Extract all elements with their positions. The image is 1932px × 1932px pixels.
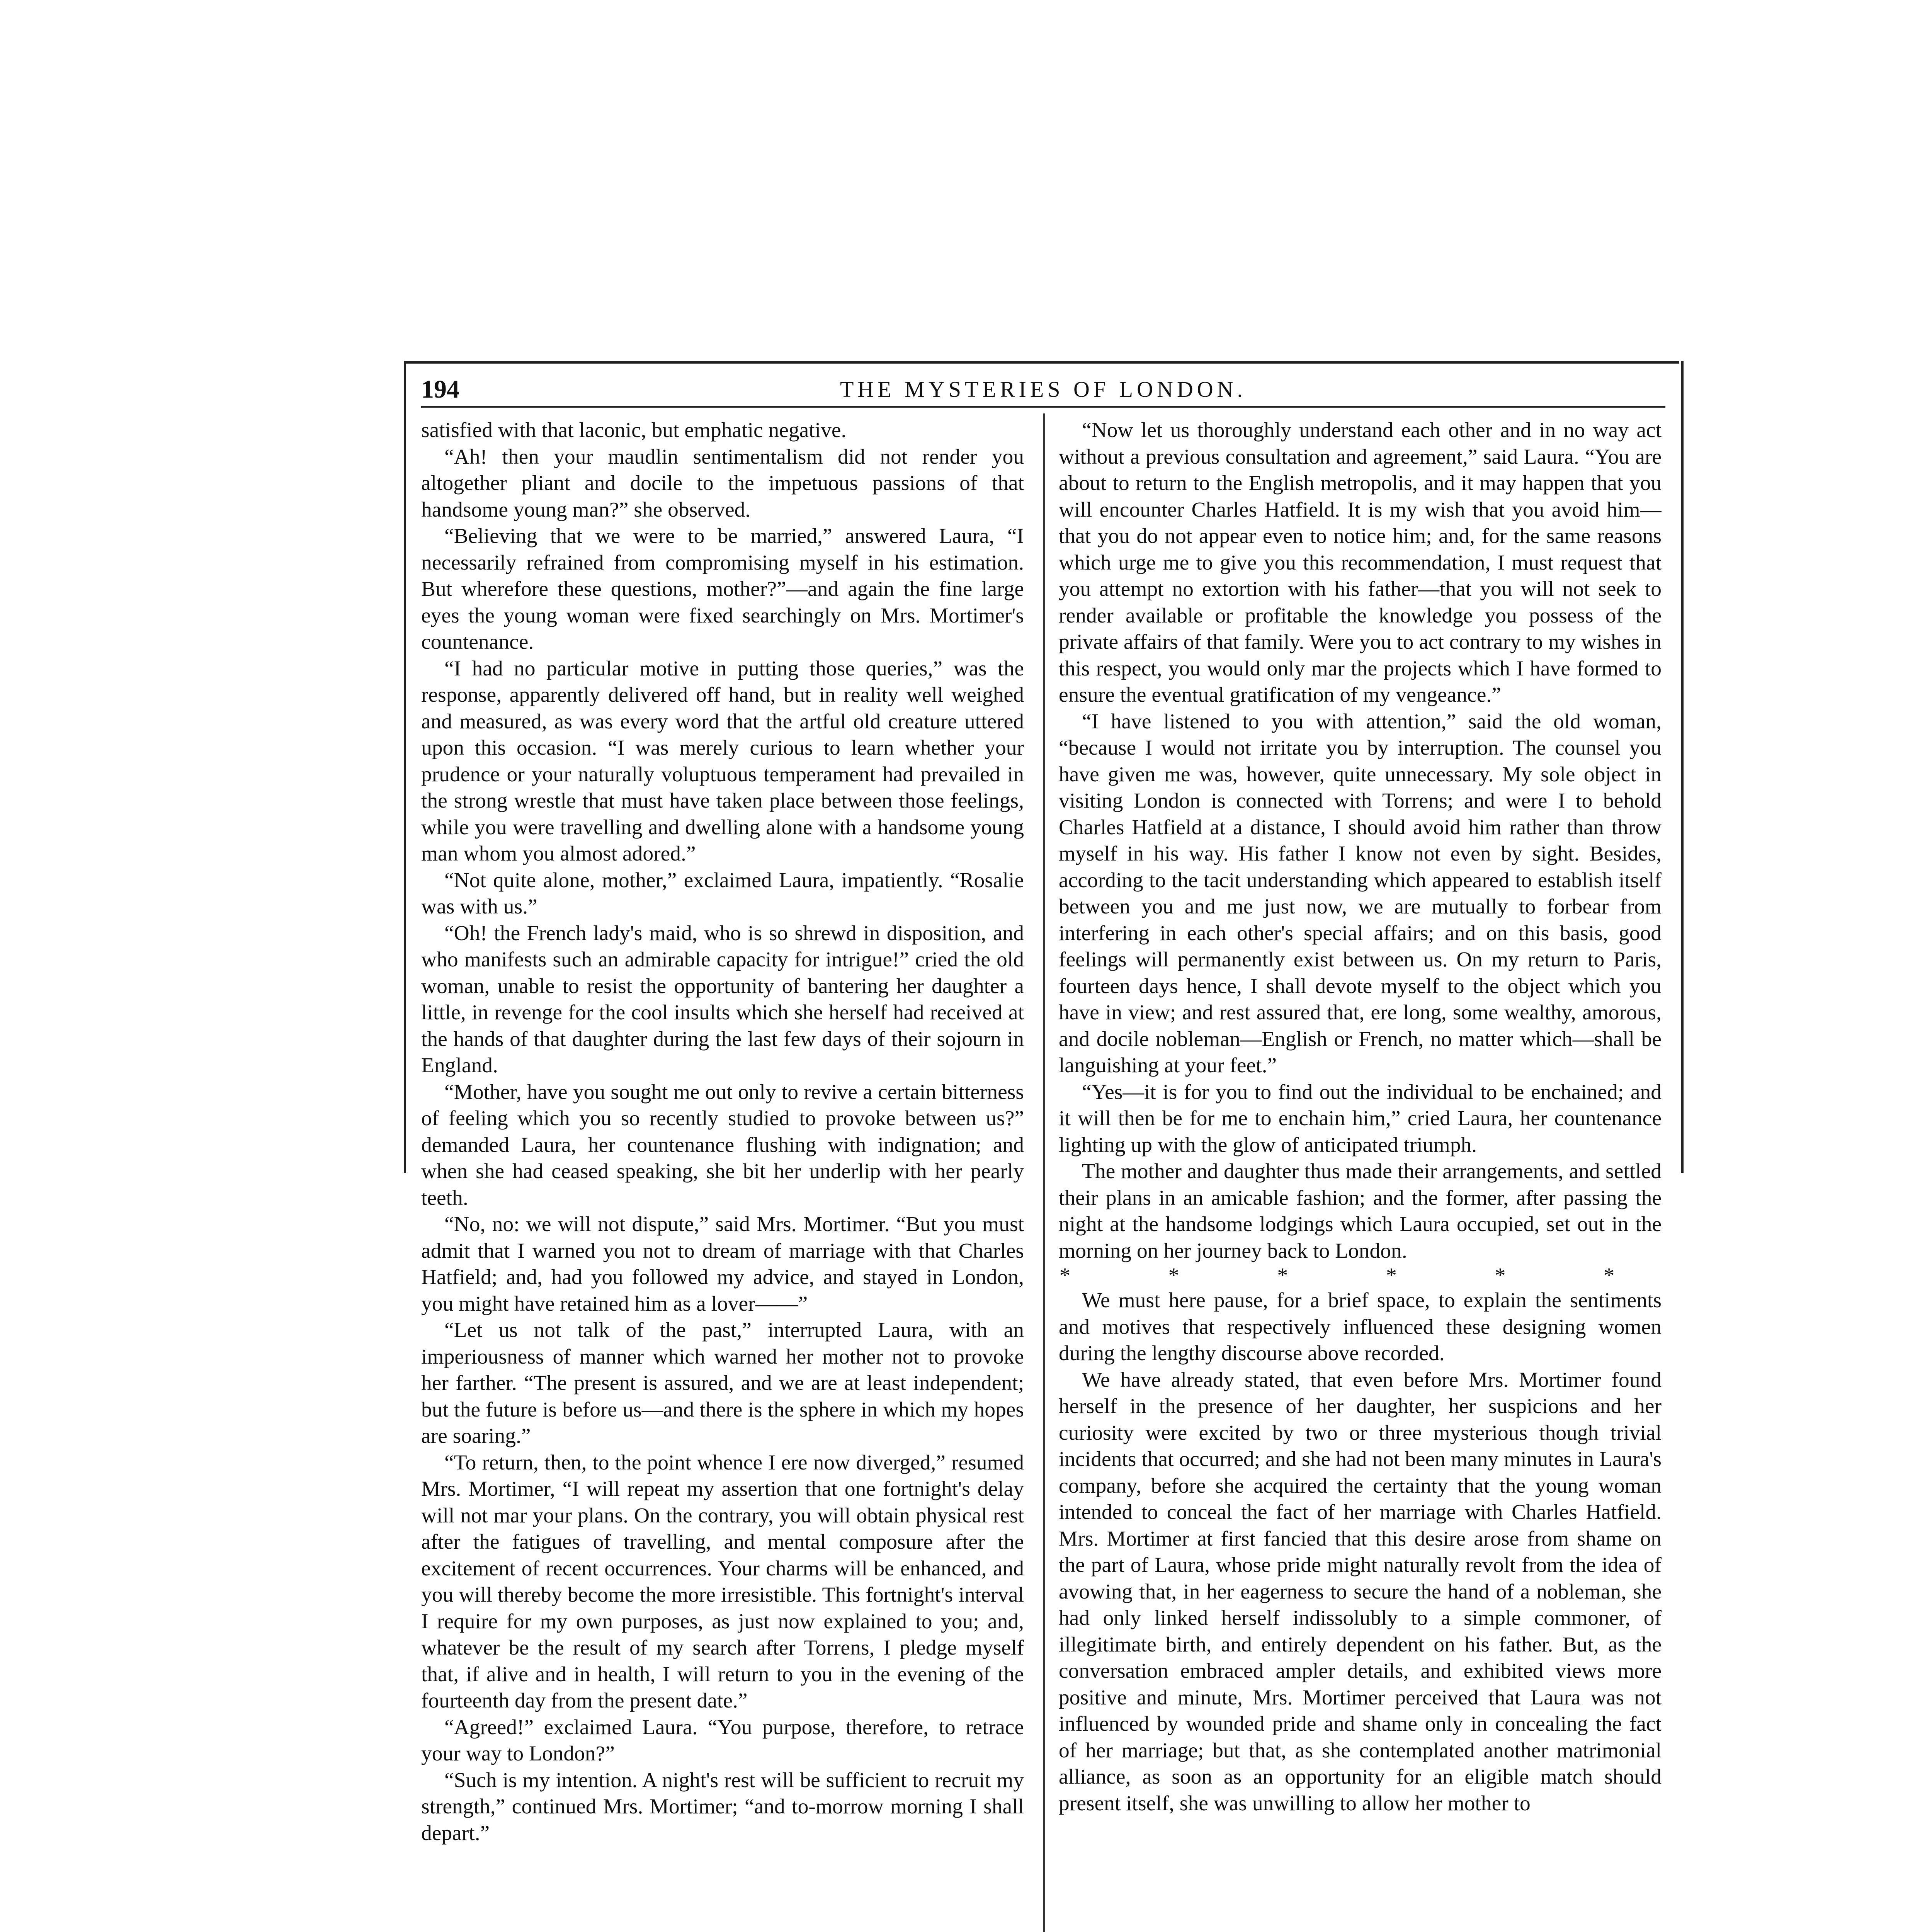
paragraph: The mother and daughter thus made their arrangements, and settled their plans in an amicable fashion; and the former, after passing the night at the handsome lodgings which Laura occupied, set out in the morning on her journey back to London. [1059,1160,1662,1263]
paragraph: “Mother, have you sought me out only to revive a certain bitterness of feeling which you so recently studied to provoke between us?” demanded Laura, her countenance flushing with indignation; and when she had ceased speaking, she bit her underlip with her pearly teeth. [421,1080,1024,1210]
paragraph: “Believing that we were to be married,” answered Laura, “I necessarily refrained from compromising myself in his estimation. But wherefore these questions, mother?”—and again the fine large eyes the young woman were fixed searchingly on Mrs. Mortimer's countenance. [421,524,1024,654]
paragraph: “I have listened to you with attention,” said the old woman, “because I would not irritate you by interruption. The counsel you have given me was, however, quite unnecessary. My sole object in visiting London is connected with Torrens; and were I to behold Charles Hatfield at a distance, I should avoid him rather than throw myself in his way. His father I know not even by sight. Besides, according to the tacit understanding which appeared to establish itself between you and me just now, we are mutually to forbear from interfering in each other's special affairs; and on this basis, good feelings will permanently exist between us. On my return to Paris, fourteen days hence, I shall devote myself to the object which you have in view; and rest assured that, ere long, some wealthy, amorous, and docile nobleman—English or French, no matter which—shall be languishing at your feet.” [1059,709,1662,1077]
page-number: 194 [421,375,459,403]
paragraph: “Agreed!” exclaimed Laura. “You purpose, therefore, to retrace your way to London?” [421,1715,1024,1765]
running-title: THE MYSTERIES OF LONDON. [840,377,1247,402]
paragraph: “Now let us thoroughly understand each other and in no way act without a previous consultation and agreement,” said Laura. “You are about to return to the English metropolis, and it may happen that you will encounter Charles Hatfield. It is my wish that you avoid him—that you do not appear even to notice him; and, for the same reasons which urge me to give you this recommendation, I must request that you attempt no extortion with his father—that you will not seek to render available or profitable the knowledge you possess of the private affairs of that family. Were you to act contrary to my wishes in this respect, you would only mar the projects which I have formed to ensure the eventual gratification of my vengeance.” [1059,418,1662,707]
paragraph: “Oh! the French lady's maid, who is so shrewd in disposition, and who manifests such an admirable capacity for intrigue!” cried the old woman, unable to resist the opportunity of bantering her daughter a little, in revenge for the cool insults which she herself had received at the hands of that daughter during the last few days of their sojourn in England. [421,921,1024,1077]
paragraph: “Such is my intention. A night's rest will be sufficient to recruit my strength,” continued Mrs. Mortimer; “and to-morrow morning I shall depart.” [421,1768,1024,1845]
paragraph: satisfied with that laconic, but emphatic negative. [421,418,847,442]
paragraph: “To return, then, to the point whence I ere now diverged,” resumed Mrs. Mortimer, “I will repeat my assertion that one fortnight's delay will not mar your plans. On the contrary, you will obtain physical rest after the fatigues of travelling, and mental composure after the excitement of recent occurrences. Your charms will be enhanced, and you will thereby become the more irresistible. This fortnight's interval I require for my own purposes, as just now explained to you; and, whatever be the result of my search after Torrens, I pledge myself that, if alive and in health, I will return to you in the evening of the fourteenth day from the present date.” [421,1451,1024,1713]
paragraph: We must here pause, for a brief space, to explain the sentiments and motives that respectively influenced these designing women during the lengthy discourse above recorded. [1059,1289,1662,1365]
left-column [421,417,1024,1932]
paragraph: “I had no particular motive in putting those queries,” was the response, apparently delivered off hand, but in reality well weighed and measured, as was every word that the artful old creature uttered upon this occasion. “I was merely curious to learn whether your prudence or your naturally voluptuous temperament had prevailed in the strong wrestle that must have taken place between those feelings, while you were travelling and dwelling alone with a handsome young man whom you almost adored.” [421,656,1024,866]
paragraph: “Ah! then your maudlin sentimentalism did not render you altogether pliant and docile to the impetuous passions of that handsome young man?” she observed. [421,445,1024,522]
section-break: * * * * * * [1060,1264,1661,1287]
paragraph: We have already stated, that even before Mrs. Mortimer found herself in the presence of her daughter, her suspicions and her curiosity were excited by two or three mysterious though trivial incidents that occurred; and she had not been many minutes in Laura's company, before she acquired the certainty that the young woman intended to conceal the fact of her marriage with Charles Hatfield. Mrs. Mortimer at first fancied that this desire arose from shame on the part of Laura, whose pride might naturally revolt from the idea of avowing that, in her eagerness to secure the hand of a nobleman, she had only linked herself indissolubly to a simple commoner, of illegitimate birth, and entirely dependent on his father. But, as the conversation embraced ampler details, and exhibited views more positive and minute, Mrs. Mortimer perceived that Laura was not influenced by wounded pride and shame only in concealing the fact of her marriage; but that, as she contemplated another matrimonial alliance, as soon as an opportunity for an eligible match should present itself, she was unwilling to allow her mother to [1059,1368,1662,1815]
paragraph: “Yes—it is for you to find out the individual to be enchained; and it will then be for me to enchain him,” cried Laura, her countenance lighting up with the glow of anticipated triumph. [1059,1080,1662,1157]
paragraph: “No, no: we will not dispute,” said Mrs. Mortimer. “But you must admit that I warned you not to dream of marriage with that Charles Hatfield; and, had you followed my advice, and stayed in London, you might have retained him as a lover——” [421,1213,1024,1316]
column-divider [1043,413,1045,1932]
paragraph: “Not quite alone, mother,” exclaimed Laura, impatiently. “Rosalie was with us.” [421,868,1024,918]
page-header [421,371,1665,408]
right-column [1059,417,1662,1932]
paragraph: “Let us not talk of the past,” interrupted Laura, with an imperiousness of manner which warned her mother not to provoke her farther. “The present is assured, and we are at least independent; but the future is before us—and there is the sphere in which my hopes are soaring.” [421,1318,1024,1448]
